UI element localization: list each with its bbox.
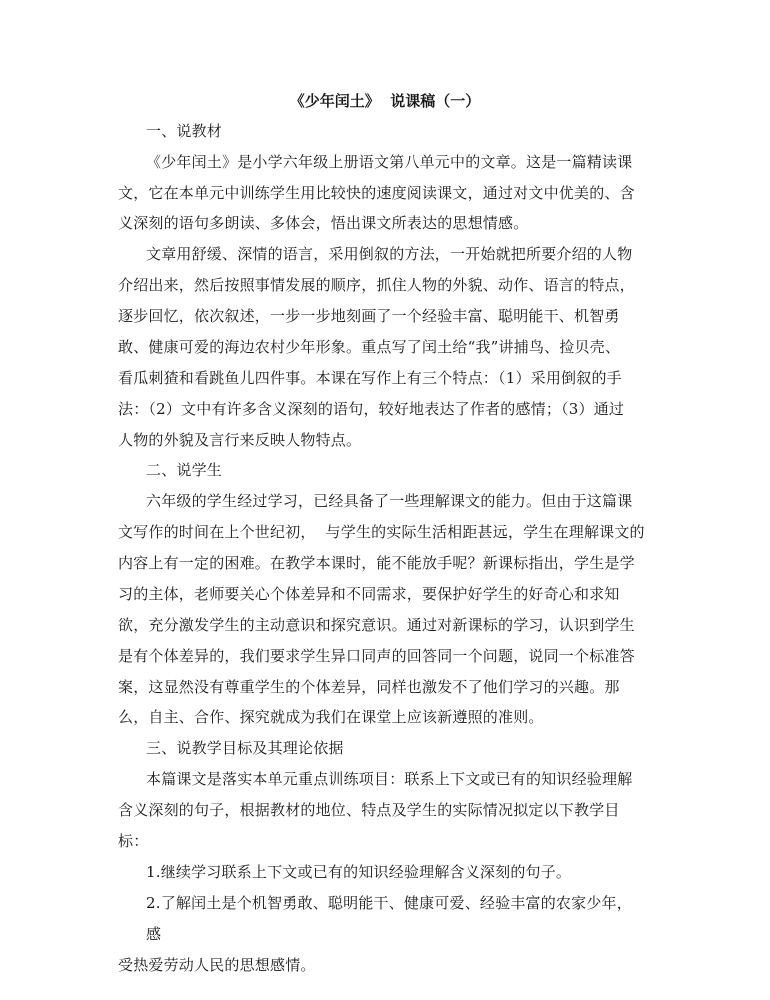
- paragraph-line: 受热爱劳动人民的思想感情。: [118, 956, 316, 974]
- paragraph-line: 《少年闰土》是小学六年级上册语文第八单元中的文章。这是一篇精读课: [146, 153, 633, 171]
- paragraph-line: 么，自主、合作、探究就成为我们在课堂上应该新遵照的准则。: [118, 708, 544, 726]
- paragraph-line: 敢、健康可爱的海边农村少年形象。重点写了闰土给“我”讲捕鸟、捡贝壳、: [118, 338, 621, 356]
- paragraph-line: 本篇课文是落实本单元重点训练项目：联系上下文或已有的知识经验理解: [146, 770, 633, 788]
- paragraph-line: 文，它在本单元中训练学生用比较快的速度阅读课文，通过对文中优美的、含: [118, 184, 635, 202]
- paragraph-line: 文写作的时间在上个世纪初， 与学生的实际生活相距甚远，学生在理解课文的: [118, 523, 645, 541]
- document-title: 《少年闰土》 说课稿（一）: [289, 92, 481, 110]
- paragraph-line: 义深刻的语句多朗读、多体会，悟出课文所表达的思想情感。: [118, 214, 529, 232]
- paragraph-line: 感: [146, 925, 162, 943]
- paragraph-line: 习的主体，老师要关心个体差异和不同需求，要保护好学生的好奇心和求知: [118, 585, 620, 603]
- paragraph-line: 逐步回忆，依次叙述，一步一步地刻画了一个经验丰富、聪明能干、机智勇: [118, 307, 620, 325]
- list-item: 1.继续学习联系上下文或已有的知识经验理解含义深刻的句子。: [146, 863, 572, 881]
- paragraph-line: 欲，充分激发学生的主动意识和探究意识。通过对新课标的学习，认识到学生: [118, 616, 635, 634]
- paragraph-line: 内容上有一定的困难。在教学本课时，能不能放手呢？新课标指出，学生是学: [118, 554, 635, 572]
- section-heading-1: 一、说教材: [146, 122, 223, 140]
- paragraph-line: 是有个体差异的，我们要求学生异口同声的回答同一个问题，说同一个标准答: [118, 647, 635, 665]
- paragraph-line: 案，这显然没有尊重学生的个体差异，同样也激发不了他们学习的兴趣。那: [118, 678, 620, 696]
- paragraph-line: 标：: [118, 832, 149, 850]
- paragraph-line: 看瓜刺猹和看跳鱼儿四件事。本课在写作上有三个特点：（1）采用倒叙的手: [118, 369, 622, 387]
- section-heading-2: 二、说学生: [146, 461, 223, 479]
- paragraph-line: 人物的外貌及言行来反映人物特点。: [118, 431, 362, 449]
- paragraph-line: 法：（2）文中有许多含义深刻的语句，较好地表达了作者的感情；（3）通过: [118, 400, 625, 418]
- paragraph-line: 文章用舒缓、深情的语言，采用倒叙的方法，一开始就把所要介绍的人物: [146, 245, 633, 263]
- paragraph-line: 介绍出来，然后按照事情发展的顺序，抓住人物的外貌、动作、语言的特点，: [118, 276, 635, 294]
- paragraph-line: 六年级的学生经过学习，已经具备了一些理解课文的能力。但由于这篇课: [146, 492, 633, 510]
- list-item: 2.了解闰土是个机智勇敢、聪明能干、健康可爱、经验丰富的农家少年，: [146, 894, 632, 912]
- section-heading-3: 三、说教学目标及其理论依据: [146, 739, 344, 757]
- paragraph-line: 含义深刻的句子，根据教材的地位、特点及学生的实际情况拟定以下教学目: [118, 801, 620, 819]
